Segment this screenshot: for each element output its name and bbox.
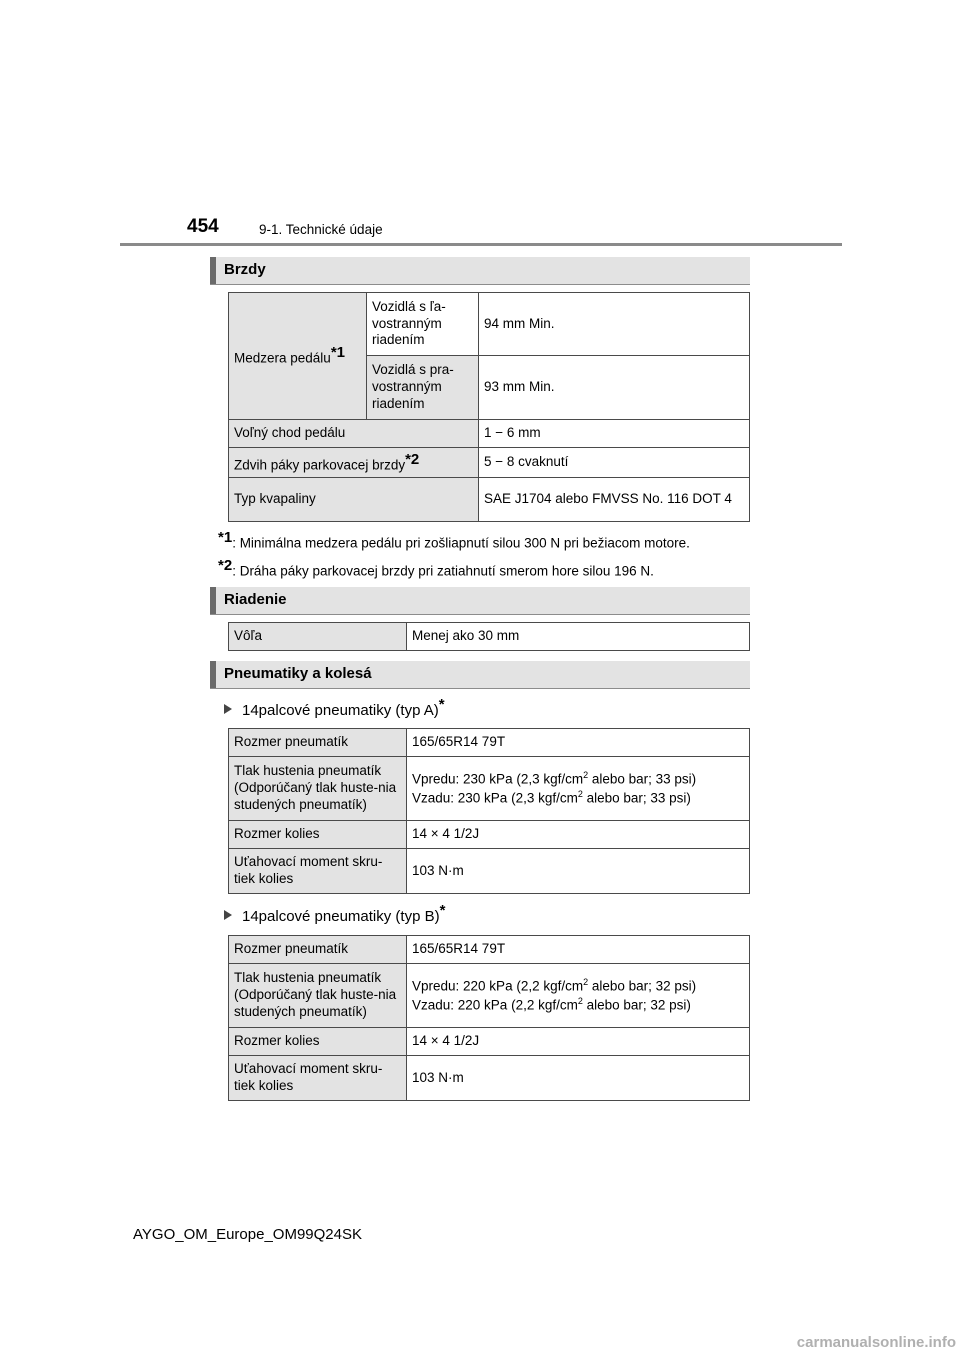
section-marker	[210, 257, 216, 284]
wheel-size-label: Rozmer kolies	[229, 1028, 407, 1056]
torque-label: Uťahovací moment skru-tiek kolies	[229, 1056, 407, 1101]
lhd-value: 94 mm Min.	[479, 293, 750, 356]
play-label: Vôľa	[229, 623, 407, 651]
tire-pressure-label: Tlak hustenia pneumatík (Odporúčaný tlak huste-nia studených pneumatík)	[229, 757, 407, 821]
brakes-table	[228, 292, 750, 522]
wheel-size-label: Rozmer kolies	[229, 821, 407, 849]
lhd-label: Vozidlá s ľa-vostranným riadením	[367, 293, 479, 356]
tires-type-a-table	[228, 728, 750, 894]
rear-pressure: Vzadu: 230 kPa (2,3 kgf/$cm^2$ alebo bar; 33 psi)	[412, 788, 691, 805]
steering-table	[228, 622, 750, 651]
table-row	[229, 821, 750, 849]
free-play-label: Voľný chod pedálu	[229, 420, 479, 448]
rear-pressure: Vzadu: 220 kPa (2,2 kgf/$cm^2$ alebo bar; 32 psi)	[412, 995, 691, 1012]
section-title: Pneumatiky a kolesá	[224, 665, 372, 682]
section-title: Riadenie	[224, 591, 287, 608]
torque-value: 103 N·m	[407, 1056, 750, 1101]
section-header-tires	[210, 661, 750, 689]
tire-size-value: 165/65R14 79T	[407, 729, 750, 757]
table-row	[229, 757, 750, 821]
rhd-value: 93 mm Min.	[479, 356, 750, 420]
rhd-label: Vozidlá s pra-vostranným riadením	[367, 356, 479, 420]
table-row	[229, 623, 750, 651]
free-play-value: 1 − 6 mm	[479, 420, 750, 448]
triangle-bullet-icon	[224, 704, 232, 714]
header-divider	[120, 243, 842, 246]
tire-size-value: 165/65R14 79T	[407, 936, 750, 964]
footnote-2: $^{*2}$: Dráha páky parkovacej brzdy pri zatiahnutí smerom hore silou 196 N.	[218, 557, 654, 579]
table-row	[229, 478, 750, 522]
tires-type-b-table	[228, 935, 750, 1101]
table-row	[229, 448, 750, 478]
front-pressure: Vpredu: 220 kPa (2,2 kgf/$cm^2$ alebo bar; 32 psi)	[412, 977, 697, 994]
torque-label: Uťahovací moment skru-tiek kolies	[229, 849, 407, 894]
wheel-size-value: 14 × 4 1/2J	[407, 821, 750, 849]
table-row	[229, 420, 750, 448]
section-header-steering	[210, 587, 750, 615]
section-header-brakes	[210, 257, 750, 285]
chapter-title: 9-1. Technické údaje	[259, 222, 383, 237]
page-number: 454	[187, 216, 219, 237]
play-value: Menej ako 30 mm	[407, 623, 750, 651]
section-marker	[210, 661, 216, 688]
tires-type-a-heading: 14palcové pneumatiky (typ A)*	[224, 696, 445, 719]
torque-value: 103 N·m	[407, 849, 750, 894]
tire-pressure-value	[407, 757, 750, 821]
tire-pressure-value	[407, 964, 750, 1028]
table-row	[229, 1056, 750, 1101]
fluid-value: SAE J1704 alebo FMVSS No. 116 DOT 4	[479, 478, 750, 522]
table-row	[229, 964, 750, 1028]
front-pressure: Vpredu: 230 kPa (2,3 kgf/$cm^2$ alebo bar; 33 psi)	[412, 770, 697, 787]
document-id: AYGO_OM_Europe_OM99Q24SK	[133, 1226, 362, 1243]
table-row	[229, 1028, 750, 1056]
triangle-bullet-icon	[224, 910, 232, 920]
table-row	[229, 293, 750, 356]
fluid-label: Typ kvapaliny	[229, 478, 479, 522]
tire-size-label: Rozmer pneumatík	[229, 729, 407, 757]
tire-size-label: Rozmer pneumatík	[229, 936, 407, 964]
pedal-clearance-label: Medzera pedálu$^{*1}$	[229, 293, 367, 420]
footnote-1: $^{*1}$: Minimálna medzera pedálu pri zošliapnutí silou 300 N pri bežiacom motore.	[218, 529, 690, 551]
table-row	[229, 729, 750, 757]
table-row	[229, 849, 750, 894]
wheel-size-value: 14 × 4 1/2J	[407, 1028, 750, 1056]
tire-pressure-label: Tlak hustenia pneumatík (Odporúčaný tlak huste-nia studených pneumatík)	[229, 964, 407, 1028]
section-title: Brzdy	[224, 261, 266, 278]
lever-value: 5 − 8 cvaknutí	[479, 448, 750, 478]
lever-label: Zdvih páky parkovacej brzdy$^{*2}$	[229, 448, 479, 478]
section-marker	[210, 587, 216, 614]
table-row	[229, 936, 750, 964]
watermark: carmanualsonline.info	[796, 1334, 956, 1351]
tires-type-b-heading: 14palcové pneumatiky (typ B)*	[224, 902, 445, 925]
